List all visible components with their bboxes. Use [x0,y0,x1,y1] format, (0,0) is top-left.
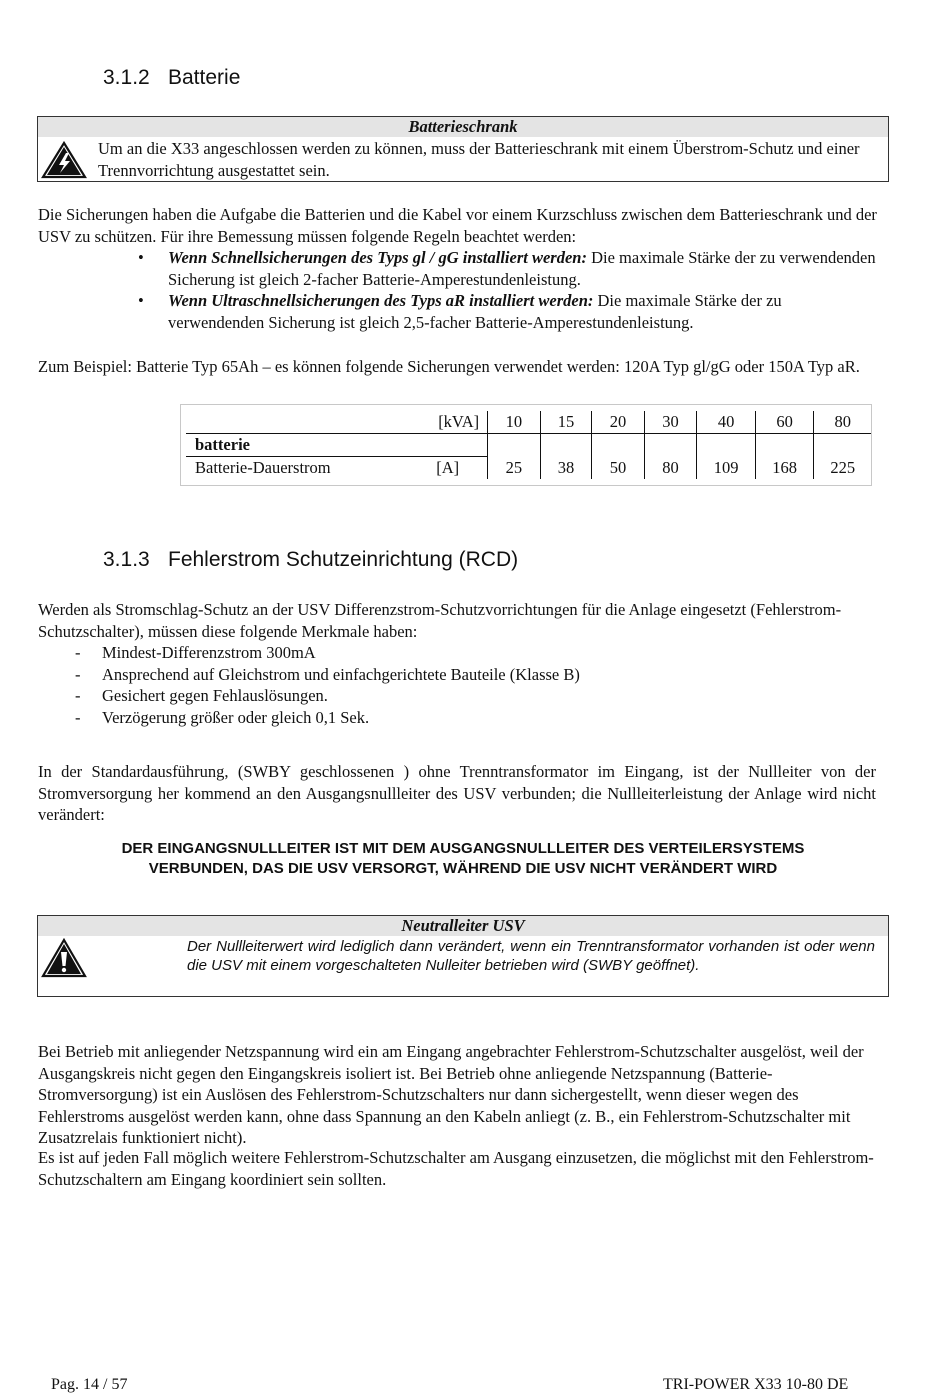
rcd-intro-paragraph: Werden als Stromschlag-Schutz an der USV Differenzstrom-Schutzvorrichtungen für die Anlage eingesetzt (Fehlerstrom-Schutzschalter), müssen diese folgende Merkmale haben: [38,600,842,641]
kva-cell: 15 [540,411,592,434]
list-item [138,247,878,290]
rule-text: Die maximale Stärke der zu verwendenden Sicherung ist gleich 2,5-facher Batterie-Amperestundenleistung. [168,291,782,332]
fuse-intro-paragraph: Die Sicherungen haben die Aufgabe die Batterien und die Kabel vor einem Kurzschluss zwischen dem Batterieschrank und der USV zu schützen. Für ihre Bemessung müssen folgende Regeln beachtet werden: [38,205,877,246]
list-item-text: Mindest-Differenzstrom 300mA [102,643,316,662]
row-label-cell [186,457,488,480]
value-cell: 225 [814,457,871,480]
rcd-requirements-list [75,642,580,728]
kva-cell: 60 [755,411,814,434]
section-number: 3.1.3 [103,548,150,571]
table-row [186,457,871,480]
box-text: Der Nullleiterwert wird lediglich dann verändert, wenn ein Trenntransformator vorhanden ist oder wenn die USV mit einem vorgeschalteten Nulleiter betrieben wird (SWBY geöffnet). [187,938,875,974]
value-cell: 25 [488,457,541,480]
value-cell: 109 [697,457,756,480]
notice-line: VERBUNDEN, DAS DIE USV VERSORGT, WÄHREND DIE USV NICHT VERÄNDERT WIRD [148,860,778,877]
example-paragraph: Zum Beispiel: Batterie Typ 65Ah – es können folgende Sicherungen verwendet werden: 120A Typ gl/gG oder 150A Typ aR. [38,357,860,376]
list-item-text: Gesichert gegen Fehlauslösungen. [102,686,328,705]
fuse-rules-list [138,247,878,333]
bullet-icon: • [138,248,144,267]
list-item: - Gesichert gegen Fehlauslösungen. [75,686,328,705]
rule-lead: Wenn Schnellsicherungen des Typs gl / gG installiert werden: [168,248,587,267]
section-heading-312 [103,66,240,90]
box-text: Um an die X33 angeschlossen werden zu können, muss der Batterieschrank mit einem Überstrom-Schutz und einer Trennvorrichtung ausgestattet sein. [98,139,860,180]
value-cell: 168 [755,457,814,480]
value-cell: 80 [644,457,697,480]
value-cell: 50 [592,457,645,480]
battery-cabinet-box [37,116,889,182]
kva-cell: 30 [644,411,697,434]
notice-line: DER EINGANGSNULLLEITER IST MIT DEM AUSGANGSNULLLEITER DES VERTEILERSYSTEMS [121,840,805,857]
list-item [138,290,878,333]
box-title: Neutralleiter USV [38,916,888,936]
list-item: - Verzögerung größer oder gleich 0,1 Sek. [75,707,370,727]
additional-rcd-paragraph: Es ist auf jeden Fall möglich weitere Fehlerstrom-Schutzschalter am Ausgang einzusetzen, die möglichst mit den Fehlerstrom-Schutzschaltern am Eingang koordiniert sein sollten. [38,1148,874,1189]
bullet-icon: • [138,291,144,310]
value-cell: 38 [540,457,592,480]
rule-lead: Wenn Ultraschnellsicherungen des Typs aR installiert werden: [168,291,594,310]
list-item-text: Ansprechend auf Gleichstrom und einfachgerichtete Bauteile (Klasse B) [102,664,580,684]
section-heading-313 [103,548,518,572]
kva-cell: 20 [592,411,645,434]
battery-current-table [180,404,872,486]
operation-paragraph: Bei Betrieb mit anliegender Netzspannung wird ein am Eingang angebrachter Fehlerstrom-Schutzschalter ausgelöst, weil der Ausgangskreis nicht gegen den Eingangskreis isoliert ist. Bei Betrieb ohne anliegende Netzspannung (Batterie-Stromversorgung) ist ein Auslösen des Fehlerstrom-Schutzschalters nur dann sichergestellt, wenn dieser wegen des Fehlerstroms ausgelöst werden kann, ohne dass Spannung an den Kabeln anliegt (z. B., ein Fehlerstrom-Schutzschalter mit Zusatzrelais funktioniert nicht). [38,1042,864,1147]
rule-text: Die maximale Stärke der zu verwendenden Sicherung ist gleich 2-facher Batterie-Amperestundenleistung. [168,248,876,289]
section-title: Batterie [168,66,241,89]
box-title: Batterieschrank [38,117,888,137]
table-row [186,434,871,457]
list-item: - Ansprechend auf Gleichstrom und einfachgerichtete Bauteile (Klasse B) [75,664,580,684]
kva-cell: 10 [488,411,541,434]
section-number: 3.1.2 [103,66,150,89]
row-unit: [A] [436,458,460,477]
neutral-connection-notice [38,839,888,879]
list-item: - Mindest-Differenzstrom 300mA [75,643,316,662]
row-label: Batterie-Dauerstrom [195,458,331,477]
warning-icon [41,938,87,978]
kva-cell: 80 [814,411,871,434]
table-row [186,411,871,434]
electric-hazard-icon [41,141,87,179]
list-item-text: Verzögerung größer oder gleich 0,1 Sek. [102,707,370,727]
section-title: Fehlerstrom Schutzeinrichtung (RCD) [168,548,519,571]
standard-version-paragraph: In der Standardausführung, (SWBY geschlossenen ) ohne Trenntransformator im Eingang, ist der Nullleiter von der Stromversorgung her kommend an den Ausgangsnullleiter des USV verbunden; die Nullleiterleistung der Anlage wird nicht verändert: [38,762,876,824]
group-label: batterie [186,434,488,457]
page-number: Pag. 14 / 57 [51,1376,128,1393]
kva-unit: [kVA] [186,411,488,434]
neutral-conductor-box [37,915,889,997]
document-id: TRI-POWER X33 10-80 DE [663,1376,849,1393]
kva-cell: 40 [697,411,756,434]
